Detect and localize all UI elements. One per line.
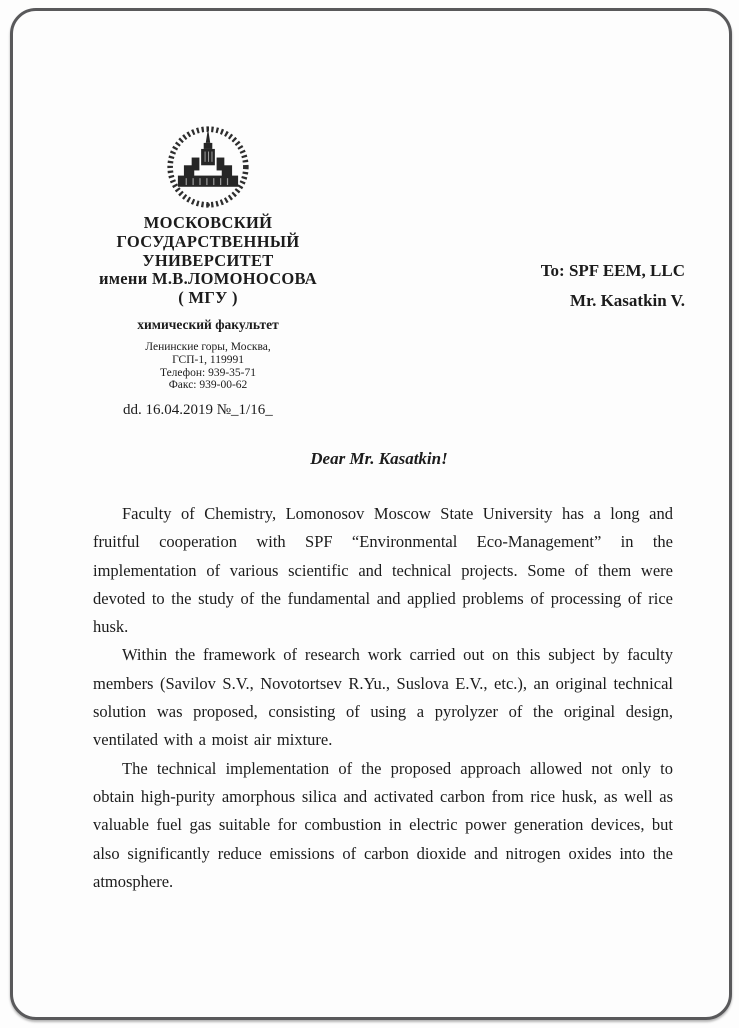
letter-body (93, 500, 673, 896)
address-line: ГСП-1, 119991 (172, 353, 244, 366)
phone-line: Телефон: 939-35-71 (159, 366, 256, 379)
address-block (93, 341, 323, 392)
body-paragraph: Within the framework of research work carried out on this subject by faculty members (Savilov S.V., Novotortsev R.Yu., Suslova E.V., etc.), an original technical solution was proposed, consisting of using a pyrolyzer of the original design, ventilated with a moist air mixture. (93, 645, 673, 750)
university-name-line: имени М.В.ЛОМОНОСОВА (98, 269, 318, 289)
university-name-line: УНИВЕРСИТЕТ (142, 250, 274, 270)
department-name: химический факультет (137, 316, 279, 332)
university-abbreviation: ( МГУ ) (178, 288, 238, 308)
letterhead (93, 124, 323, 419)
address-line: Ленинские горы, Москва, (145, 340, 271, 353)
date-reference-line: dd. 16.04.2019 №_1/16_ (123, 402, 273, 419)
university-name (93, 214, 323, 308)
msu-emblem-icon (93, 124, 323, 210)
recipient-company: To: SPF EEM, LLC (540, 261, 685, 280)
recipient-block (541, 256, 685, 315)
body-paragraph: Faculty of Chemistry, Lomonosov Moscow State University has a long and fruitful cooperation with SPF “Environmental Eco-Management” in the implementation of various scientific and technical projects. Some of them were devoted to the study of the fundamental and applied problems of processing of rice husk. (93, 504, 673, 637)
university-name-line: ГОСУДАРСТВЕННЫЙ (116, 231, 300, 251)
body-paragraph: The technical implementation of the proposed approach allowed not only to obtain high-purity amorphous silica and activated carbon from rice husk, as well as valuable fuel gas suitable for combustion in electric power generation devices, but also significantly reduce emissions of carbon dioxide and nitrogen oxides into the atmosphere. (93, 758, 673, 891)
university-name-line: МОСКОВСКИЙ (143, 213, 273, 232)
salutation: Dear Mr. Kasatkin! (310, 449, 448, 468)
fax-line: Факс: 939-00-62 (168, 379, 248, 392)
recipient-person: Mr. Kasatkin V. (570, 290, 685, 310)
